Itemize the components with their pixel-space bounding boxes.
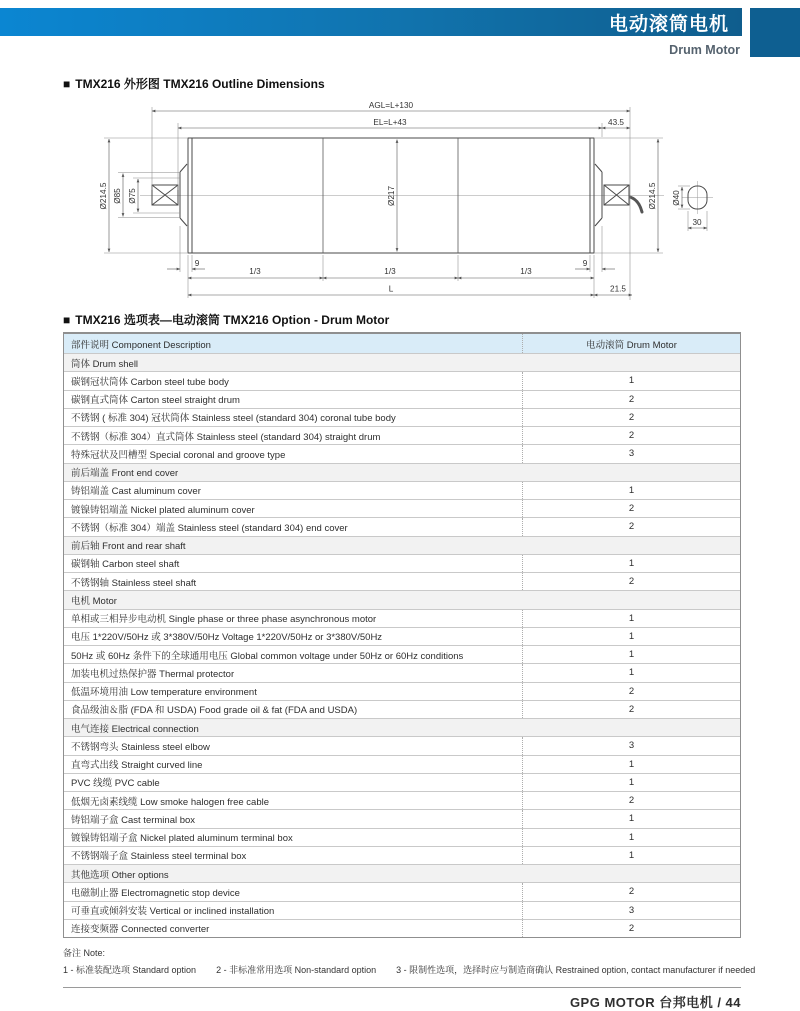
option-value: 1 — [628, 557, 635, 569]
table-section-row — [64, 463, 740, 481]
dim-label-agl: AGL=L+130 — [368, 101, 414, 110]
dim-label-dia75: Ø75 — [128, 188, 137, 204]
footer-page-label: GPG MOTOR 台邦电机 / 44 — [569, 995, 741, 1010]
table-row — [64, 444, 740, 462]
option-value: 2 — [628, 685, 635, 697]
options-table — [63, 332, 741, 938]
component-description: 特殊冠状及凹槽型 Special coronal and groove type — [64, 445, 523, 462]
option-value: 1 — [628, 612, 635, 624]
cable-icon — [630, 197, 642, 212]
dim-label-43-5: 43.5 — [608, 118, 624, 127]
component-description: 镀镍铸铝端盖 Nickel plated aluminum cover — [64, 500, 523, 517]
table-body — [64, 353, 740, 937]
dim-label-9-left: 9 — [194, 259, 200, 268]
option-value: 2 — [628, 922, 635, 934]
table-section-row — [64, 353, 740, 371]
section-label: 其他选项 Other options — [71, 869, 169, 881]
component-description: 电压 1*220V/50Hz 或 3*380V/50Hz Voltage 1*220V/50Hz or 3*380V/50Hz — [64, 628, 523, 645]
component-description: 不锈钢 ( 标准 304) 冠状筒体 Stainless steel (standard 304) coronal tube body — [64, 409, 523, 426]
notes-block — [63, 946, 755, 976]
dim-label-third-2: 1/3 — [384, 267, 396, 276]
option-value: 1 — [628, 849, 635, 861]
left-shaft-assembly — [152, 164, 187, 226]
table-section-row — [64, 590, 740, 608]
table-row — [64, 791, 740, 809]
section-label: 前后轴 Front and rear shaft — [71, 541, 186, 553]
option-value: 1 — [628, 758, 635, 770]
dim-label-21-5: 21.5 — [610, 284, 626, 294]
option-value: 2 — [628, 430, 635, 442]
component-description: 电磁制止器 Electromagnetic stop device — [64, 883, 523, 900]
table-row — [64, 627, 740, 645]
option-value: 2 — [628, 393, 635, 405]
dim-label-L: L — [388, 284, 394, 294]
component-description: 镀镍铸铝端子盒 Nickel plated aluminum terminal box — [64, 829, 523, 846]
column-header-description: 部件说明 Component Description — [64, 334, 523, 353]
component-description: 50Hz 或 60Hz 条件下的全球通用电压 Global common voltage under 50Hz or 60Hz conditions — [64, 646, 523, 663]
section-title-text: TMX216 外形图 TMX216 Outline Dimensions — [75, 77, 325, 91]
option-value: 1 — [628, 630, 635, 642]
table-row — [64, 426, 740, 444]
component-description: 低温环境用油 Low temperature environment — [64, 683, 523, 700]
table-row — [64, 809, 740, 827]
table-row — [64, 663, 740, 681]
dim-label-9-right: 9 — [582, 259, 588, 268]
table-row — [64, 499, 740, 517]
component-description: 碳钢轴 Carbon steel shaft — [64, 555, 523, 572]
right-shaft-assembly — [595, 164, 629, 226]
page-header-bar — [0, 8, 742, 36]
table-row — [64, 828, 740, 846]
note-item: 2 - 非标准常用选项 Non-standard option — [216, 965, 377, 975]
table-section-row — [64, 718, 740, 736]
table-row — [64, 390, 740, 408]
option-value: 3 — [628, 448, 635, 460]
component-description: 不锈钢（标准 304）直式筒体 Stainless steel (standard 304) straight drum — [64, 427, 523, 444]
table-row — [64, 572, 740, 590]
table-row — [64, 609, 740, 627]
component-description: 不锈钢端子盒 Stainless steel terminal box — [64, 847, 523, 864]
note-item: 1 - 标准装配选项 Standard option — [63, 965, 197, 975]
section-title-options — [63, 311, 389, 328]
table-row — [64, 554, 740, 572]
table-row — [64, 846, 740, 864]
component-description: 不锈钢（标准 304）端盖 Stainless steel (standard 304) end cover — [64, 518, 523, 535]
dim-label-dia85: Ø85 — [113, 188, 122, 204]
dim-label-dia214-left: Ø214.5 — [99, 182, 108, 210]
table-row — [64, 481, 740, 499]
component-description: 直弯式出线 Straight curved line — [64, 756, 523, 773]
dim-label-dia40: Ø40 — [672, 190, 681, 206]
option-value: 1 — [628, 484, 635, 496]
table-row — [64, 882, 740, 900]
dim-label-dia217: Ø217 — [387, 185, 396, 207]
section-label: 电气连接 Electrical connection — [71, 723, 199, 735]
section-label: 电机 Motor — [71, 595, 117, 607]
table-row — [64, 755, 740, 773]
footer-divider — [63, 987, 741, 988]
outline-dimension-drawing — [70, 93, 740, 305]
header-accent-block — [750, 8, 800, 57]
component-description: 铸铝端子盒 Cast terminal box — [64, 810, 523, 827]
option-value: 2 — [628, 503, 635, 515]
notes-items — [63, 963, 755, 976]
section-label: 筒体 Drum shell — [71, 358, 139, 370]
table-header-row — [64, 334, 740, 353]
table-row — [64, 408, 740, 426]
dim-label-el: EL=L+43 — [373, 118, 407, 127]
option-value: 2 — [628, 703, 635, 715]
component-description: 低烟无卤素线缆 Low smoke halogen free cable — [64, 792, 523, 809]
component-description: 连接变频器 Connected converter — [64, 920, 523, 937]
component-description: 铸铝端盖 Cast aluminum cover — [64, 482, 523, 499]
component-description: 单相或三相异步电动机 Single phase or three phase asynchronous motor — [64, 610, 523, 627]
table-row — [64, 700, 740, 718]
table-row — [64, 682, 740, 700]
table-row — [64, 517, 740, 535]
section-label: 前后端盖 Front end cover — [71, 468, 179, 480]
table-row — [64, 773, 740, 791]
table-row — [64, 901, 740, 919]
component-description: 碳钢冠状筒体 Carbon steel tube body — [64, 372, 523, 389]
extension-lines — [104, 107, 707, 300]
component-description: 不锈钢弯头 Stainless steel elbow — [64, 737, 523, 754]
section-bullet-icon: ■ — [63, 312, 71, 327]
section-title-text: TMX216 选项表—电动滚筒 TMX216 Option - Drum Motor — [75, 313, 390, 327]
dim-label-dia214-right: Ø214.5 — [648, 182, 657, 210]
option-value: 2 — [628, 795, 635, 807]
page-title: 电动滚筒电机 — [608, 13, 729, 35]
option-value: 2 — [628, 576, 635, 588]
component-description: 加装电机过热保护器 Thermal protector — [64, 664, 523, 681]
option-value: 1 — [628, 813, 635, 825]
option-value: 3 — [628, 740, 635, 752]
table-row — [64, 371, 740, 389]
table-row — [64, 736, 740, 754]
page-subtitle: Drum Motor — [669, 43, 740, 57]
option-value: 1 — [628, 831, 635, 843]
dim-label-30: 30 — [692, 218, 702, 227]
component-description: 可垂直或倾斜安装 Vertical or inclined installation — [64, 902, 523, 919]
table-section-row — [64, 864, 740, 882]
dim-label-third-3: 1/3 — [520, 267, 532, 276]
component-description: 食品级油＆脂 (FDA 和 USDA) Food grade oil & fat (FDA and USDA) — [64, 701, 523, 718]
note-item: 3 - 限制性选项，选择时应与制造商确认 Restrained option, contact manufacturer if needed — [396, 965, 756, 975]
dim-label-third-1: 1/3 — [249, 267, 261, 276]
option-value: 1 — [628, 667, 635, 679]
table-row — [64, 919, 740, 937]
option-value: 2 — [628, 886, 635, 898]
section-bullet-icon: ■ — [63, 76, 71, 91]
component-description: 不锈钢轴 Stainless steel shaft — [64, 573, 523, 590]
option-value: 1 — [628, 375, 635, 387]
table-section-row — [64, 536, 740, 554]
component-description: 碳钢直式筒体 Carton steel straight drum — [64, 391, 523, 408]
option-value: 1 — [628, 649, 635, 661]
option-value: 1 — [628, 776, 635, 788]
option-value: 3 — [628, 904, 635, 916]
option-value: 2 — [628, 521, 635, 533]
option-value: 2 — [628, 411, 635, 423]
notes-title: 备注 Note: — [63, 948, 106, 958]
column-header-value: 电动滚筒 Drum Motor — [586, 339, 677, 351]
table-row — [64, 645, 740, 663]
section-title-outline — [63, 75, 325, 92]
component-description: PVC 线缆 PVC cable — [64, 774, 523, 791]
